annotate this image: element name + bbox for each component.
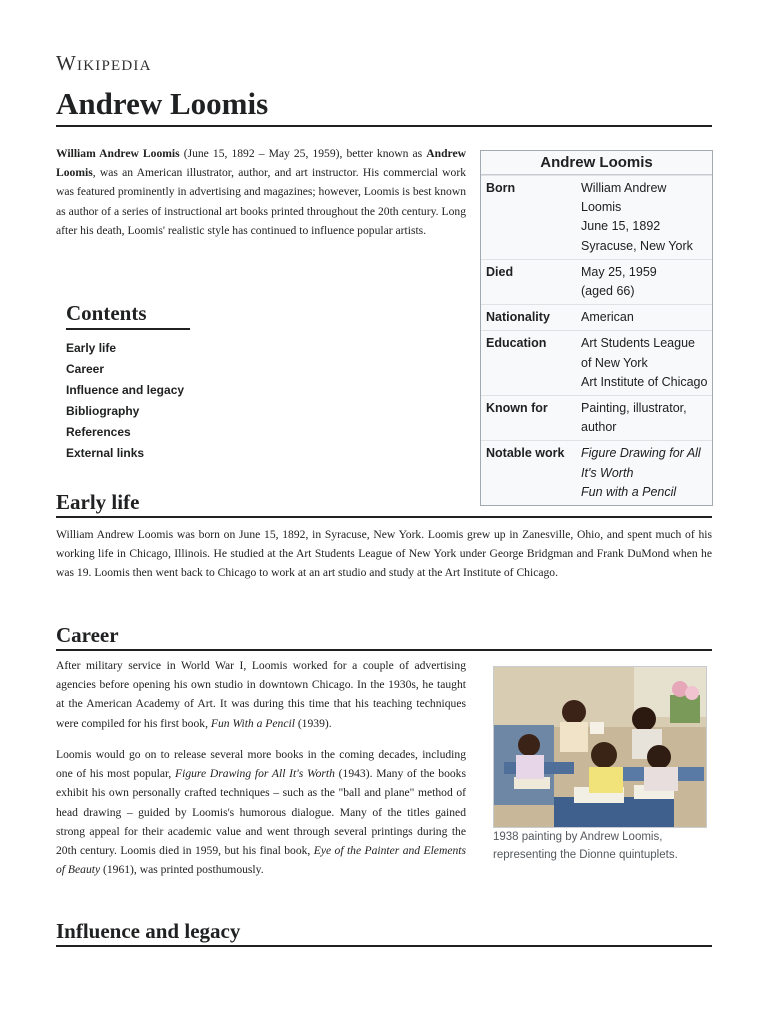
intro-text-2: , was an American illustrator, author, and art instructor. His commercial work was featured prominently in advertising and magazines; however, Loomis is best known as author of a series of instructional art books printed throughout the 20th century. Long after his death, Loomis' realistic style has continued to influence popular artists.	[56, 166, 466, 237]
infobox-value: American	[581, 310, 634, 325]
career-text: After military service in World War I, Loomis worked for a couple of advertising agencies before opening his own studio in downtown Chicago. In the 1930s, he taught at the American Academy of Art. It was during this time that his teaching techniques were compiled for his first book,	[56, 659, 466, 730]
education-link-1[interactable]: Art Students League of New York	[581, 336, 695, 370]
died-date: May 25, 1959	[581, 264, 657, 279]
toc-title: Contents	[66, 298, 190, 330]
section-heading-influence-and-legacy: Influence and legacy	[56, 917, 712, 947]
born-name: William Andrew Loomis	[581, 181, 667, 215]
book-title-figure-drawing[interactable]: Figure Drawing for All It's Worth	[175, 767, 335, 781]
career-text: (1939).	[294, 716, 332, 730]
table-of-contents	[66, 298, 316, 464]
career-paragraph-1	[56, 656, 466, 733]
toc-item-external-links[interactable]: External links	[66, 446, 145, 460]
toc-item-career[interactable]: Career	[66, 362, 105, 376]
career-text: (1961), was printed posthumously.	[100, 863, 264, 877]
infobox-row-born	[481, 175, 712, 259]
wikipedia-wordmark[interactable]: Wikipedia	[56, 51, 152, 75]
infobox-label: Known for	[486, 401, 548, 416]
early-life-paragraph: William Andrew Loomis was born on June 15, 1892, in Syracuse, New York. Loomis grew up in Zanesville, Ohio, and spent much of his working life in Chicago, Illinois. He studied at the Art Students League of New York under George Bridgman and Frank DuMond when he was 19. Loomis then went back to Chicago to work at an art studio and study at the Art Institute of Chicago.	[56, 528, 712, 580]
toc-item-early-life[interactable]: Early life	[66, 341, 117, 355]
intro-text-1: (June 15, 1892 – May 25, 1959), better known as	[179, 147, 427, 160]
infobox-title: Andrew Loomis	[481, 151, 712, 175]
career-paragraph-2	[56, 745, 466, 879]
infobox-label: Nationality	[486, 310, 550, 325]
infobox-value: Painting, illustrator, author	[581, 401, 687, 435]
infobox-label: Born	[486, 181, 516, 195]
toc-item-bibliography[interactable]: Bibliography	[66, 404, 140, 418]
toc-item-influence[interactable]: Influence and legacy	[66, 383, 185, 397]
born-place[interactable]: Syracuse, New York	[581, 238, 693, 253]
section-heading-career: Career	[56, 621, 712, 651]
intro-bold-name: William Andrew Loomis	[56, 147, 180, 160]
section-heading-early-life: Early life	[56, 488, 712, 518]
notable-work-2[interactable]: Fun with a Pencil	[581, 484, 677, 499]
infobox-row-education	[481, 330, 712, 395]
career-text: (1943). Many of the books exhibit his own personally crafted techniques – such as the "ball and plane" method of head drawing – guided by Loomis's humorous dialogue. Many of the titles gained strong appeal for their academic value and went through several printings during the 20th century. Loomis died in 1959, but his final book,	[56, 767, 466, 858]
toc-item-references[interactable]: References	[66, 425, 131, 439]
painting-image[interactable]	[493, 666, 707, 828]
infobox-value	[581, 260, 712, 304]
born-date: June 15, 1892	[581, 219, 661, 234]
infobox	[480, 150, 713, 506]
infobox-label: Education	[486, 336, 547, 351]
toc-list	[66, 338, 316, 464]
painting-figure	[493, 666, 707, 864]
infobox-label: Died	[486, 264, 514, 279]
career-text: Loomis would go on to release several more books in the coming decades, including one of his most popular,	[56, 748, 466, 781]
notable-work-1[interactable]: Figure Drawing for All It's Worth	[581, 446, 701, 480]
intro-bold-short: Andrew Loomis	[56, 147, 466, 180]
infobox-label: Notable work	[486, 446, 565, 461]
page-title: Andrew Loomis	[56, 84, 712, 127]
infobox-value	[581, 176, 712, 259]
painting-caption: 1938 painting by Andrew Loomis, representing the Dionne quintuplets.	[493, 831, 678, 861]
intro-paragraph	[56, 144, 466, 240]
infobox-row-known-for	[481, 395, 712, 440]
book-title-eye-of-the-painter: Eye of the Painter and Elements of Beauty	[56, 844, 466, 877]
infobox-row-nationality	[481, 304, 712, 330]
infobox-row-died	[481, 259, 712, 304]
book-title-fun-with-a-pencil[interactable]: Fun With a Pencil	[210, 716, 295, 730]
infobox-value	[581, 331, 712, 395]
education-link-2[interactable]: Art Institute of Chicago	[581, 374, 708, 389]
died-age: (aged 66)	[581, 284, 635, 299]
